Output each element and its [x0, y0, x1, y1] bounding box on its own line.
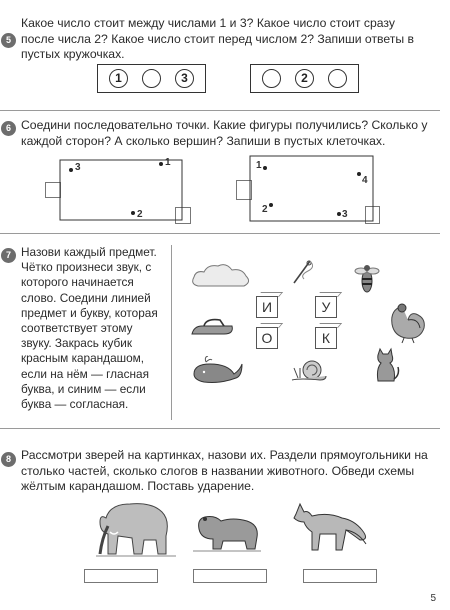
point[interactable] [69, 168, 73, 172]
iron-icon[interactable] [190, 316, 236, 338]
cloud-icon[interactable] [190, 262, 252, 290]
point-label: 2 [262, 204, 268, 215]
section-divider [0, 110, 440, 111]
point[interactable] [357, 172, 361, 176]
cat-icon[interactable] [370, 345, 400, 387]
task-number-5: 5 [1, 33, 16, 48]
point[interactable] [263, 166, 267, 170]
number-circles-group-1 [97, 64, 206, 93]
elephant-icon[interactable] [96, 498, 176, 562]
answer-circle[interactable] [262, 69, 281, 88]
number-circle: 3 [175, 69, 194, 88]
answer-cell[interactable] [365, 206, 380, 224]
point-label: 4 [362, 175, 368, 186]
point[interactable] [159, 162, 163, 166]
syllable-scheme-box[interactable] [84, 569, 158, 583]
task-5-text: Какое число стоит между числами 1 и 3? Какое число стоит сразу после числа 2? Какое число стоит перед числом 2? Запиши ответы в пустых кружочках. [21, 16, 414, 61]
whale-icon[interactable] [190, 356, 244, 386]
snail-icon[interactable] [290, 356, 330, 384]
task-8-text: Рассмотри зверей на картинках, назови их. Раздели прямоугольники на столько частей, сколько слогов в названии животного. Обведи схемы жёлтым карандашом. Поставь ударение. [21, 448, 428, 493]
letter-cube[interactable]: И [256, 296, 278, 318]
letter-cube[interactable]: У [315, 296, 337, 318]
turkey-icon[interactable] [386, 300, 430, 344]
number-circle: 2 [295, 69, 314, 88]
column-divider [171, 245, 172, 420]
point-label: 1 [256, 160, 262, 171]
task-7-text: Назови каждый предмет. Чётко произнеси звук, с которого начинается слово. Соедини линией предмет и букву, которая соответствует этому звуку. Закрась кубик красным карандашом, если на нём — гласная буква, и синим — если буква — согласная. [21, 245, 158, 412]
syllable-scheme-box[interactable] [303, 569, 377, 583]
page-number: 5 [430, 593, 436, 604]
answer-cell[interactable] [236, 180, 252, 200]
answer-cell[interactable] [45, 182, 61, 198]
section-divider [0, 233, 440, 234]
task-number-8: 8 [1, 452, 16, 467]
answer-cell[interactable] [175, 207, 191, 224]
point-label: 3 [342, 209, 348, 220]
task-6-text: Соедини последовательно точки. Какие фигуры получились? Сколько у каждой сторон? А сколько вершин? Запиши в пустых клеточках. [21, 118, 428, 148]
syllable-scheme-box[interactable] [193, 569, 267, 583]
point[interactable] [131, 211, 135, 215]
wasp-icon[interactable] [353, 259, 381, 297]
needle-icon[interactable] [290, 257, 316, 287]
point[interactable] [337, 212, 341, 216]
point-label: 3 [75, 162, 81, 173]
task-number-7: 7 [1, 248, 16, 263]
letter-cube[interactable]: К [315, 327, 337, 349]
fox-icon[interactable] [290, 500, 372, 556]
answer-circle[interactable] [142, 69, 161, 88]
number-circles-group-2 [250, 64, 359, 93]
hippo-icon[interactable] [193, 507, 261, 555]
task-number-6: 6 [1, 121, 16, 136]
letter-cube[interactable]: О [256, 327, 278, 349]
point-label: 2 [137, 209, 143, 220]
section-divider [0, 428, 440, 429]
point[interactable] [269, 203, 273, 207]
answer-circle[interactable] [328, 69, 347, 88]
number-circle: 1 [109, 69, 128, 88]
point-label: 1 [165, 157, 171, 168]
